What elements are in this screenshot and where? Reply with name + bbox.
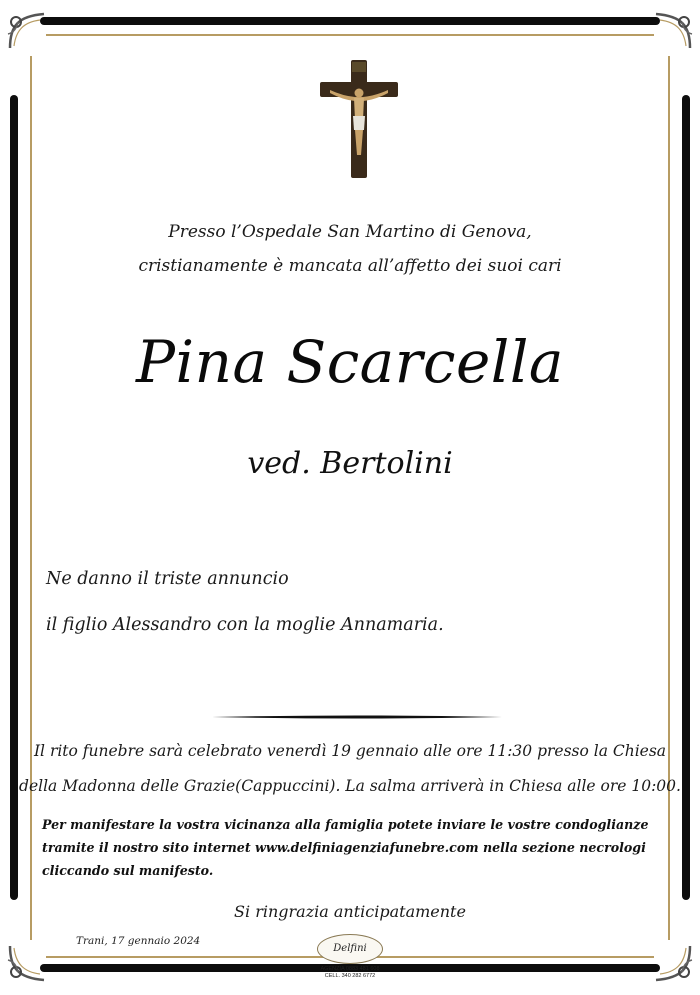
intro-line-1: Presso l’Ospedale San Martino di Genova, xyxy=(168,222,532,242)
agency-logo-emblem xyxy=(317,934,383,964)
crucifix-icon xyxy=(318,60,400,178)
corner-ornament-icon xyxy=(4,8,50,54)
corner-ornament-icon xyxy=(4,940,50,986)
condolences-line-3: cliccando sul manifesto. xyxy=(42,863,214,878)
agency-logo xyxy=(310,934,390,990)
announcement-line-2: il figlio Alessandro con la moglie Annamaria. xyxy=(46,615,444,635)
agency-phone-1: AGENZIA 0883 481 608 xyxy=(320,966,380,972)
thanks-line: Si ringrazia anticipatamente xyxy=(234,902,466,921)
frame-gold-left xyxy=(30,56,32,940)
frame-gold-right xyxy=(668,56,670,940)
funeral-line-1: Il rito funebre sarà celebrato venerdì 19 gennaio alle ore 11:30 presso la Chiesa xyxy=(33,742,667,760)
agency-phone-2: CELL. 340 282 6772 xyxy=(324,973,376,979)
divider-line xyxy=(212,715,502,719)
funeral-line-2: della Madonna delle Grazie(Cappuccini). La salma arriverà in Chiesa alle ore 10:00. xyxy=(19,777,681,795)
agency-logo-name: Delfini xyxy=(333,943,367,954)
married-name: ved. Bertolini xyxy=(247,446,453,481)
place-date: Trani, 17 gennaio 2024 xyxy=(76,935,201,947)
intro-line-2: cristianamente è mancata all’affetto dei suoi cari xyxy=(138,256,562,276)
deceased-name: Pina Scarcella xyxy=(136,328,564,396)
condolences-line-2: tramite il nostro sito internet www.delfiniagenziafunebre.com nella sezione necrologi xyxy=(42,840,646,855)
corner-ornament-icon xyxy=(650,940,696,986)
frame-gold-top xyxy=(46,34,654,36)
corner-ornament-icon xyxy=(650,8,696,54)
frame-top-bar xyxy=(40,17,660,25)
announcement-line-1: Ne danno il triste annuncio xyxy=(46,569,289,589)
condolences-line-1: Per manifestare la vostra vicinanza alla famiglia potete inviare le vostre condoglianze xyxy=(42,817,649,832)
